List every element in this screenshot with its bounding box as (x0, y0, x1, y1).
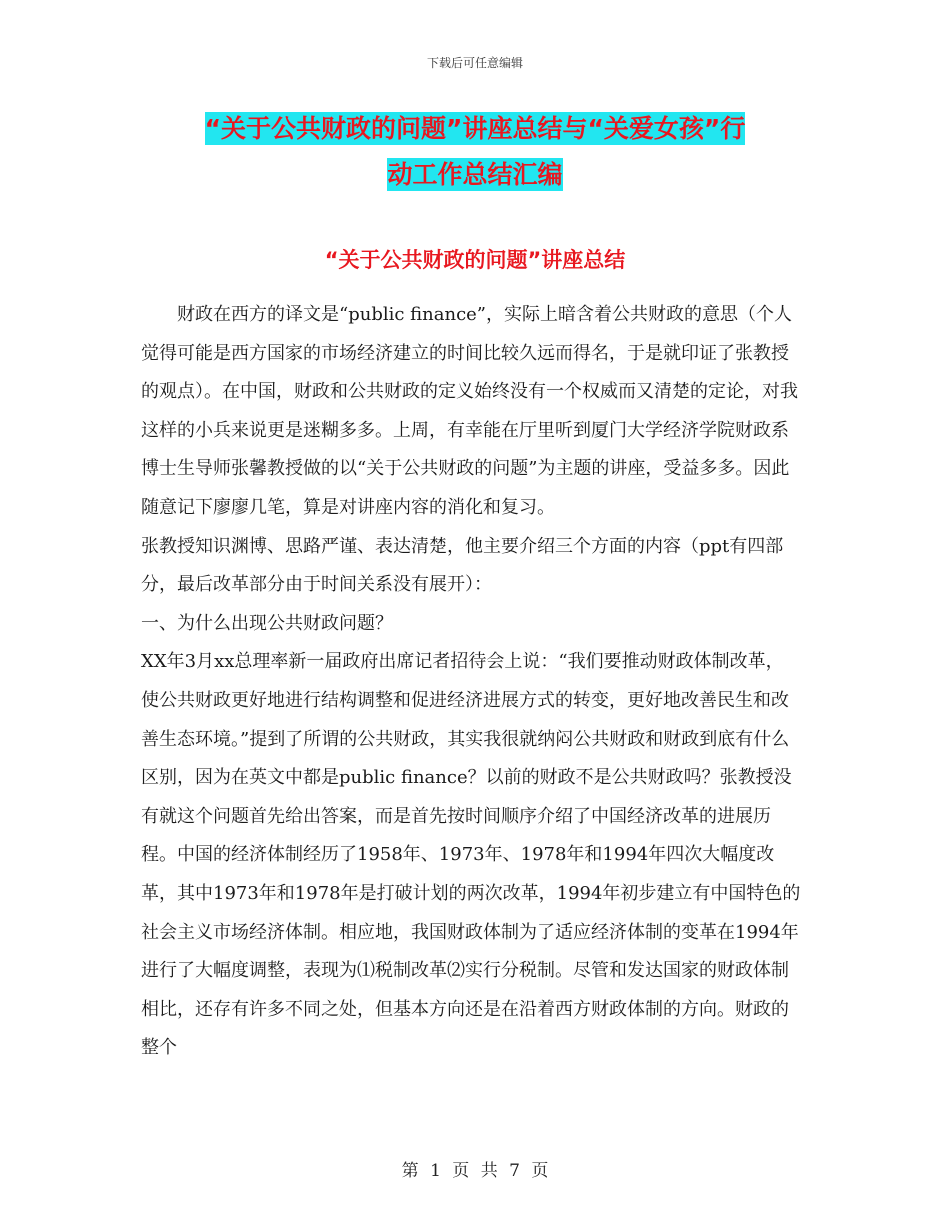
document-title-line-2: 动工作总结汇编 (387, 160, 563, 189)
paragraph-heading-one: 一、为什么出现公共财政问题？ (141, 612, 393, 634)
section-title: “关于公共财政的问题”讲座总结 (324, 248, 626, 272)
paragraph-overview: 张教授知识渊博、思路严谨、表达清楚，他主要介绍三个方面的内容（ppt有四部分，最后改革部分由于时间关系没有展开）： (141, 535, 784, 596)
paragraph-reform-history: XX年3月xx总理率新一届政府出席记者招待会上说：“我们要推动财政体制改革，使公共财政更好地进行结构调整和促进经济进展方式的转变，更好地改善民生和改善生态环境。”提到了所谓的公共财政，其实我很就纳闷公共财政和财政到底有什么区别，因为在英文中都是public finance？以前的财政不是公共财政吗？张教授没有就这个问题首先给出答案，而是首先按时间顺序介绍了中国经济改革的进展历程。中国的经济体制经历了1958年、1973年、1978年和1994年四次大幅度改革，其中1973年和1978年是打破计划的两次改革，1994年初步建立有中国特色的社会主义市场经济体制。相应地，我国财政体制为了适应经济体制的变革在1994年进行了大幅度调整，表现为⑴税制改革⑵实行分税制。尽管和发达国家的财政体制相比，还存有许多不同之处，但基本方向还是在沿着西方财政体制的方向。财政的整个 (141, 651, 801, 1059)
document-title-line-1: “关于公共财政的问题”讲座总结与“关爱女孩”行 (204, 114, 746, 143)
document-body (141, 296, 801, 1068)
document-title (0, 106, 950, 198)
page-header-note: 下载后可任意编辑 (426, 56, 523, 70)
page-footer-number: 第 1 页 共 7 页 (401, 1161, 549, 1181)
paragraph-intro: 财政在西方的译文是“public finance”，实际上暗含着公共财政的意思（个人觉得可能是西方国家的市场经济建立的时间比较久远而得名，于是就印证了张教授的观点）。在中国，财政和公共财政的定义始终没有一个权威而又清楚的定论，对我这样的小兵来说更是迷糊多多。上周，有幸能在厅里听到厦门大学经济学院财政系博士生导师张馨教授做的以“关于公共财政的问题”为主题的讲座，受益多多。因此随意记下廖廖几笔，算是对讲座内容的消化和复习。 (141, 304, 798, 518)
